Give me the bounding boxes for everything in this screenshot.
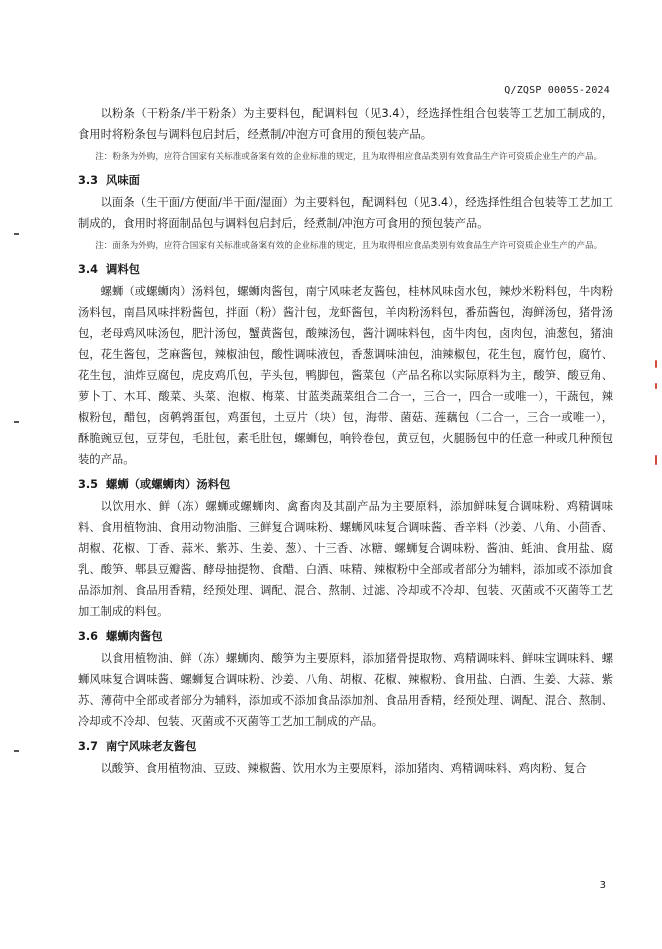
document-code: Q/ZQSP 0005S-2024 bbox=[504, 85, 610, 96]
section-number: 3.3 bbox=[78, 174, 99, 187]
section-heading bbox=[78, 261, 613, 279]
scan-mark bbox=[14, 233, 19, 235]
section-number: 3.5 bbox=[78, 478, 99, 491]
scan-mark bbox=[14, 421, 19, 423]
body-paragraph: 以酸笋、食用植物油、豆豉、辣椒酱、饮用水为主要原料，添加猪肉、鸡精调味料、鸡肉粉、复合 bbox=[100, 762, 587, 775]
note-paragraph: 注：粉条为外购，应符合国家有关标准或备案有效的企业标准的规定，且为取得相应食品类别有效食品生产许可资质企业生产的产品。 bbox=[95, 152, 603, 162]
scan-mark bbox=[655, 383, 657, 389]
section-title: 螺蛳（或螺蛳肉）汤料包 bbox=[106, 478, 231, 491]
section-number: 3.6 bbox=[78, 630, 99, 643]
body-paragraph: 以食用植物油、鲜（冻）螺蛳肉、酸笋为主要原料，添加猪骨提取物、鸡精调味料、鲜味宝调味料、螺蛳风味复合调味酱、螺蛳复合调味粉、沙姜、八角、胡椒、花椒、辣椒粉、食用盐、白酒、生姜、大蒜、紫苏、薄荷中全部或者部分为辅料，添加或不添加食品添加剂、食品用香精，经预处理、调配、混合、熬制、冷却或不冷却、包装、灭菌或不灭菌等工艺加工制成的产品。 bbox=[78, 652, 613, 728]
section-heading bbox=[78, 172, 613, 190]
body-paragraph: 以饮用水、鲜（冻）螺蛳或螺蛳肉、禽畜肉及其副产品为主要原料，添加鲜味复合调味粉、鸡精调味料、食用植物油、食用动物油脂、三鲜复合调味粉、螺蛳风味复合调味酱、香辛料（沙姜、八角、小茴香、胡椒、花椒、丁香、蒜米、紫苏、生姜、葱）、十三香、冰糖、螺蛳复合调味粉、酱油、蚝油、食用盐、腐乳、酸笋、郫县豆瓣酱、酵母抽提物、食醋、白酒、味精、辣椒粉中全部或者部分为辅料，添加或不添加食品添加剂、食品用香精，经预处理、调配、混合、熬制、过滤、冷却或不冷却、包装、灭菌或不灭菌等工艺加工制成的料包。 bbox=[78, 500, 613, 618]
section-heading bbox=[78, 476, 613, 494]
scan-mark bbox=[655, 455, 657, 465]
section-title: 调料包 bbox=[106, 263, 140, 276]
section-number: 3.7 bbox=[78, 740, 99, 753]
body-paragraph: 螺蛳（或螺蛳肉）汤料包，螺蛳肉酱包，南宁风味老友酱包，桂林风味卤水包，辣炒米粉料包，牛肉粉汤料包，南昌风味拌粉酱包，拌面（粉）酱汁包，龙虾酱包，羊肉粉汤料包，番茄酱包，海鲜汤包，猪骨汤包，老母鸡风味汤包，肥汁汤包，蟹黄酱包，酸辣汤包，酱汁调味料包，卤牛肉包，卤肉包，油葱包，猪油包，花生酱包，芝麻酱包，辣椒油包，酸性调味液包，香葱调味油包，油辣椒包，花生包，腐竹包，腐竹、花生包，油炸豆腐包，虎皮鸡爪包，芋头包，鸭脚包，酱菜包（产品名称以实际原料为主，酸笋、酸豆角、萝卜丁、木耳、酸菜、头菜、泡椒、梅菜、甘蓝类蔬菜组合二合一，三合一，四合一或唯一），干蔬包，辣椒粉包，醋包，卤鹌鹑蛋包，鸡蛋包，土豆片（块）包，海带、菌菇、莲藕包（二合一，三合一或唯一），酥脆豌豆包，豆芽包，毛肚包，素毛肚包，螺蛳包，响铃卷包，黄豆包，火腿肠包中的任意一种或几种预包装的产品。 bbox=[78, 285, 613, 466]
section-title: 风味面 bbox=[106, 174, 140, 187]
body-paragraph: 以粉条（干粉条/半干粉条）为主要料包，配调料包（见3.4），经选择性组合包装等工艺加工制成的，食用时将粉条包与调料包启封后，经煮制/冲泡方可食用的预包装产品。 bbox=[78, 107, 613, 141]
page-number: 3 bbox=[599, 880, 606, 891]
section-number: 3.4 bbox=[78, 263, 99, 276]
section-title: 螺蛳肉酱包 bbox=[106, 630, 163, 643]
section-heading bbox=[78, 738, 613, 756]
scan-mark bbox=[655, 360, 657, 368]
document-body bbox=[78, 103, 613, 779]
section-heading bbox=[78, 628, 613, 646]
note-paragraph: 注：面条为外购，应符合国家有关标准或备案有效的企业标准的规定，且为取得相应食品类别有效食品生产许可资质企业生产的产品。 bbox=[95, 241, 603, 251]
body-paragraph: 以面条（生干面/方便面/半干面/湿面）为主要料包，配调料包（见3.4），经选择性组合包装等工艺加工制成的，食用时将面制品包与调料包启封后，经煮制/冲泡方可食用的预包装产品。 bbox=[78, 196, 613, 230]
section-title: 南宁风味老友酱包 bbox=[106, 740, 197, 753]
scan-mark bbox=[14, 750, 19, 752]
